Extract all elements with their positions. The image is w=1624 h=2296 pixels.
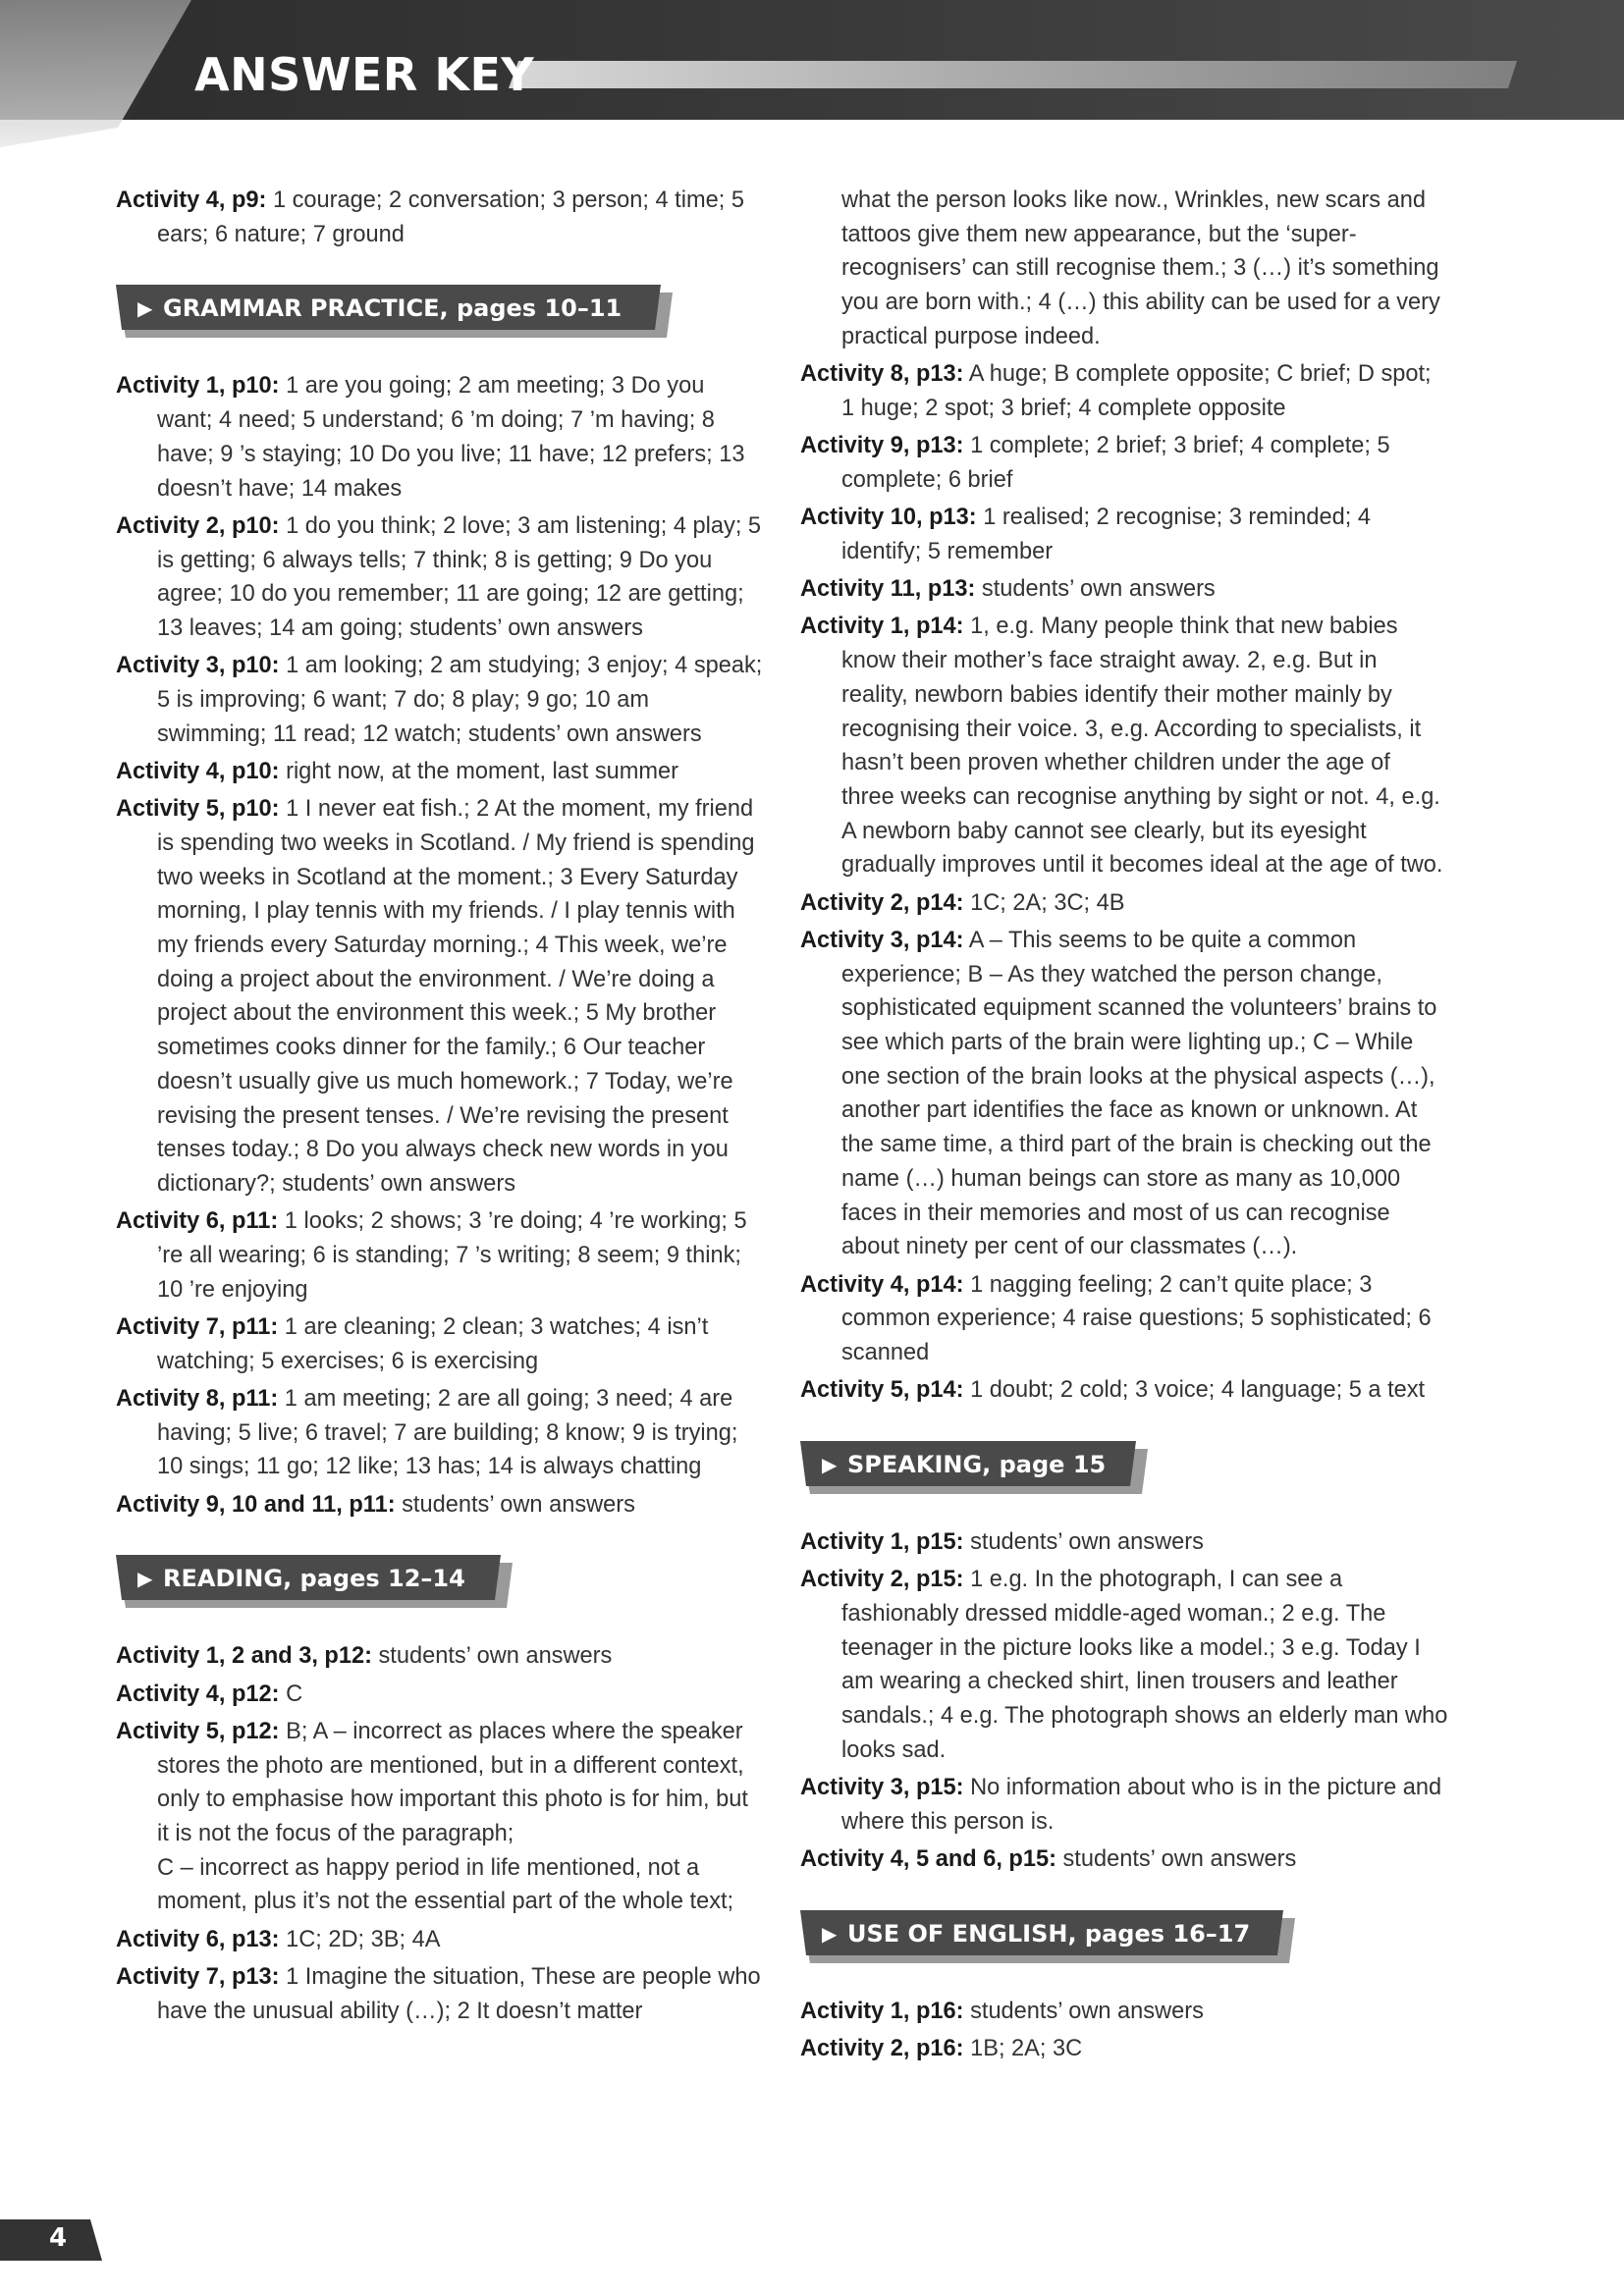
activity-label: Activity 3, p15: <box>800 1775 964 1801</box>
answer-text: students’ own answers <box>395 1491 635 1518</box>
activity-label: Activity 5, p14: <box>800 1377 964 1404</box>
section-title: READING, pages 12–14 <box>163 1565 465 1593</box>
activity-label: Activity 2, p16: <box>800 2036 964 2062</box>
answer-text: 1 nagging feeling; 2 can’t quite place; 3 common experience; 4 raise questions; 5 sophisticated; 6 scanned <box>841 1271 1432 1365</box>
activity-label: Activity 9, p13: <box>800 433 964 459</box>
activity-label: Activity 2, p10: <box>116 512 280 539</box>
play-arrow-icon: ▶ <box>822 1454 838 1476</box>
answer-entry <box>800 184 1448 354</box>
activity-label: Activity 3, p14: <box>800 927 964 953</box>
activity-label: Activity 1, p16: <box>800 1998 964 2024</box>
answer-entry <box>116 184 764 251</box>
answer-text: students’ own answers <box>975 576 1216 603</box>
page-header <box>0 0 1624 147</box>
answer-text: A huge; B complete opposite; C brief; D spot; 1 huge; 2 spot; 3 brief; 4 complete opposite <box>841 361 1432 421</box>
answer-text: 1 are cleaning; 2 clean; 3 watches; 4 isn’t watching; 5 exercises; 6 is exercising <box>157 1313 709 1374</box>
activity-label: Activity 6, p13: <box>116 1926 280 1952</box>
answer-entry <box>800 924 1448 1264</box>
activity-label: Activity 1, 2 and 3, p12: <box>116 1643 372 1670</box>
activity-label: Activity 2, p15: <box>800 1567 964 1593</box>
answer-entry <box>116 1715 764 1919</box>
activity-label: Activity 7, p11: <box>116 1313 279 1340</box>
answer-text: 1 e.g. In the photograph, I can see a fashionably dressed middle-aged woman.; 2 e.g. The teenager in the picture looks like a model.; 3 e.g. Today I am wearing a checked shirt, linen trousers and leather sandals.; 4 e.g. The photograph shows an elderly man who looks sad. <box>841 1567 1448 1763</box>
section-title: GRAMMAR PRACTICE, pages 10–11 <box>163 294 623 323</box>
activity-label: Activity 4, p10: <box>116 758 280 784</box>
answer-text: 1 courage; 2 conversation; 3 person; 4 time; 5 ears; 6 nature; 7 ground <box>157 187 744 247</box>
answer-text: students’ own answers <box>1056 1846 1297 1873</box>
answer-entry <box>800 1995 1448 2029</box>
answer-entry <box>116 649 764 751</box>
answer-entry <box>800 1842 1448 1877</box>
activity-label: Activity 4, p9: <box>116 187 267 213</box>
answer-text: right now, at the moment, last summer <box>279 758 679 784</box>
answer-text: C <box>279 1681 303 1707</box>
answer-text: No information about who is in the picture and where this person is. <box>841 1775 1442 1835</box>
activity-label: Activity 4, p12: <box>116 1681 280 1707</box>
answer-text: 1 realised; 2 recognise; 3 reminded; 4 identify; 5 remember <box>841 505 1371 564</box>
answer-text: students’ own answers <box>963 1998 1204 2024</box>
answer-entry <box>116 1923 764 1957</box>
activity-label: Activity 4, 5 and 6, p15: <box>800 1846 1056 1873</box>
section-title: USE OF ENGLISH, pages 16–17 <box>847 1919 1251 1948</box>
answer-entry <box>800 572 1448 607</box>
answer-entry <box>116 1382 764 1484</box>
play-arrow-icon: ▶ <box>137 1569 153 1591</box>
activity-label: Activity 8, p11: <box>116 1385 279 1412</box>
activity-label: Activity 2, p14: <box>800 889 964 916</box>
answer-entry <box>800 1525 1448 1560</box>
activity-label: Activity 1, p15: <box>800 1528 964 1555</box>
answer-text-continuation: C – incorrect as happy period in life mentioned, not a moment, plus it’s not the essential part of the whole text; <box>157 1854 734 1915</box>
answer-entry <box>800 1771 1448 1839</box>
answer-text: 1C; 2D; 3B; 4A <box>279 1926 441 1952</box>
answer-entry <box>116 509 764 646</box>
answer-text: 1, e.g. Many people think that new babies know their mother’s face straight away. 2, e.g. But in reality, newborn babies identify their mother mainly by recognising their voice. 3, e.g. According to specialists, it hasn’t been proven whether children under the age of three weeks can recognise anything by sight or not. 4, e.g. A newborn baby cannot see clearly, but its eyesight gradually improves until it becomes ideal at the age of two. <box>841 614 1443 879</box>
play-arrow-icon: ▶ <box>137 298 153 321</box>
answer-entry <box>116 1310 764 1378</box>
section-banner <box>800 1441 1448 1490</box>
activity-label: Activity 1, p14: <box>800 614 964 640</box>
answer-text: 1 complete; 2 brief; 3 brief; 4 complete; 5 complete; 6 brief <box>841 433 1390 493</box>
activity-label: Activity 11, p13: <box>800 576 976 603</box>
answer-entry <box>800 357 1448 425</box>
activity-label: Activity 9, 10 and 11, p11: <box>116 1491 396 1518</box>
activity-label: Activity 5, p12: <box>116 1718 280 1744</box>
activity-label: Activity 3, p10: <box>116 653 280 679</box>
answer-text: 1 do you think; 2 love; 3 am listening; 4 play; 5 is getting; 6 always tells; 7 think; 8 is getting; 9 Do you agree; 10 do you remember; 11 are going; 12 are getting; 13 leaves; 14 am going; students’ own answers <box>157 512 762 641</box>
answer-entry <box>116 755 764 789</box>
answer-text: 1C; 2A; 3C; 4B <box>963 889 1125 916</box>
answer-entry <box>116 1204 764 1307</box>
section-banner <box>116 285 764 334</box>
section-banner <box>116 1555 764 1604</box>
answer-entry <box>116 369 764 506</box>
activity-label: Activity 4, p14: <box>800 1271 964 1298</box>
answer-entry <box>800 1373 1448 1408</box>
answer-text: 1 looks; 2 shows; 3 ’re doing; 4 ’re working; 5 ’re all wearing; 6 is standing; 7 ’s writing; 8 seem; 9 think; 10 ’re enjoying <box>157 1208 747 1303</box>
answer-entry <box>116 1639 764 1674</box>
answer-text: 1 doubt; 2 cold; 3 voice; 4 language; 5 a text <box>963 1377 1426 1404</box>
answer-entry <box>800 429 1448 497</box>
answer-entry <box>800 1563 1448 1767</box>
answer-text: 1 are you going; 2 am meeting; 3 Do you want; 4 need; 5 understand; 6 ’m doing; 7 ’m having; 8 have; 9 ’s staying; 10 Do you live; 11 have; 12 prefers; 13 doesn’t have; 14 makes <box>157 373 745 502</box>
play-arrow-icon: ▶ <box>822 1923 838 1946</box>
activity-label: Activity 6, p11: <box>116 1208 279 1235</box>
answer-entry <box>800 610 1448 882</box>
activity-label: Activity 8, p13: <box>800 361 964 388</box>
answer-text: 1 am meeting; 2 are all going; 3 need; 4 are having; 5 live; 6 travel; 7 are building; 8 know; 9 is trying; 10 sings; 11 go; 12 like; 13 has; 14 is always chatting <box>157 1385 738 1480</box>
activity-label: Activity 5, p10: <box>116 796 280 823</box>
answer-entry <box>116 1488 764 1522</box>
answer-text: students’ own answers <box>371 1643 613 1670</box>
answer-entry <box>116 792 764 1201</box>
page-title: ANSWER KEY <box>194 48 535 101</box>
left-column <box>116 184 764 2032</box>
answer-text: A – This seems to be quite a common experience; B – As they watched the person change, sophisticated equipment scanned the volunteers’ brains to see which parts of the brain were lighting up.; C – While one section of the brain looks at the physical aspects (…), another part identifies the face as known or unknown. At the same time, a third part of the brain is checking out the name (…) human beings can store as many as 10,000 faces in their memories and most of us can recognise about ninety per cent of our classmates (…). <box>841 927 1437 1260</box>
activity-label: Activity 7, p13: <box>116 1964 280 1991</box>
answer-text: what the person looks like now., Wrinkles, new scars and tattoos give them new appearance, but the ‘super-recognisers’ can still recognise them.; 3 (…) it’s something you are born with.; 4 (…) this ability can be used for a very practical purpose indeed. <box>841 187 1440 349</box>
answer-entry <box>800 2032 1448 2066</box>
answer-text: 1 Imagine the situation, These are people who have the unusual ability (…); 2 It doesn’t matter <box>157 1964 761 2024</box>
section-title: SPEAKING, page 15 <box>847 1450 1107 1478</box>
answer-text: 1B; 2A; 3C <box>963 2036 1083 2062</box>
answer-text: 1 I never eat fish.; 2 At the moment, my friend is spending two weeks in Scotland. / My friend is spending two weeks in Scotland at the moment.; 3 Every Saturday morning, I play tennis with my friends. / I play tennis with my friends every Saturday morning.; 4 This week, we’re doing a project about the environment. / We’re doing a project about the environment this week.; 5 My brother sometimes cooks dinner for the family.; 6 Our teacher doesn’t usually give us much homework.; 7 Today, we’re revising the present tenses. / We’re revising the present tenses today.; 8 Do you always check new words in you dictionary?; students’ own answers <box>157 796 755 1197</box>
answer-entry <box>800 886 1448 921</box>
answer-text: 1 am looking; 2 am studying; 3 enjoy; 4 speak; 5 is improving; 6 want; 7 do; 8 play; 9 go; 10 am swimming; 11 read; 12 watch; students’ own answers <box>157 653 763 747</box>
answer-entry <box>116 1960 764 2028</box>
right-column <box>800 184 1448 2069</box>
activity-label: Activity 10, p13: <box>800 505 977 531</box>
answer-entry <box>116 1678 764 1712</box>
answer-entry <box>800 501 1448 568</box>
section-banner <box>800 1910 1448 1959</box>
answer-text: students’ own answers <box>963 1528 1204 1555</box>
activity-label: Activity 1, p10: <box>116 373 280 400</box>
page-number: 4 <box>49 2223 68 2253</box>
answer-text: B; A – incorrect as places where the speaker stores the photo are mentioned, but in a different context, only to emphasise how important this photo is for him, but it is not the focus of the paragraph; <box>157 1718 748 1847</box>
answer-entry <box>800 1268 1448 1370</box>
